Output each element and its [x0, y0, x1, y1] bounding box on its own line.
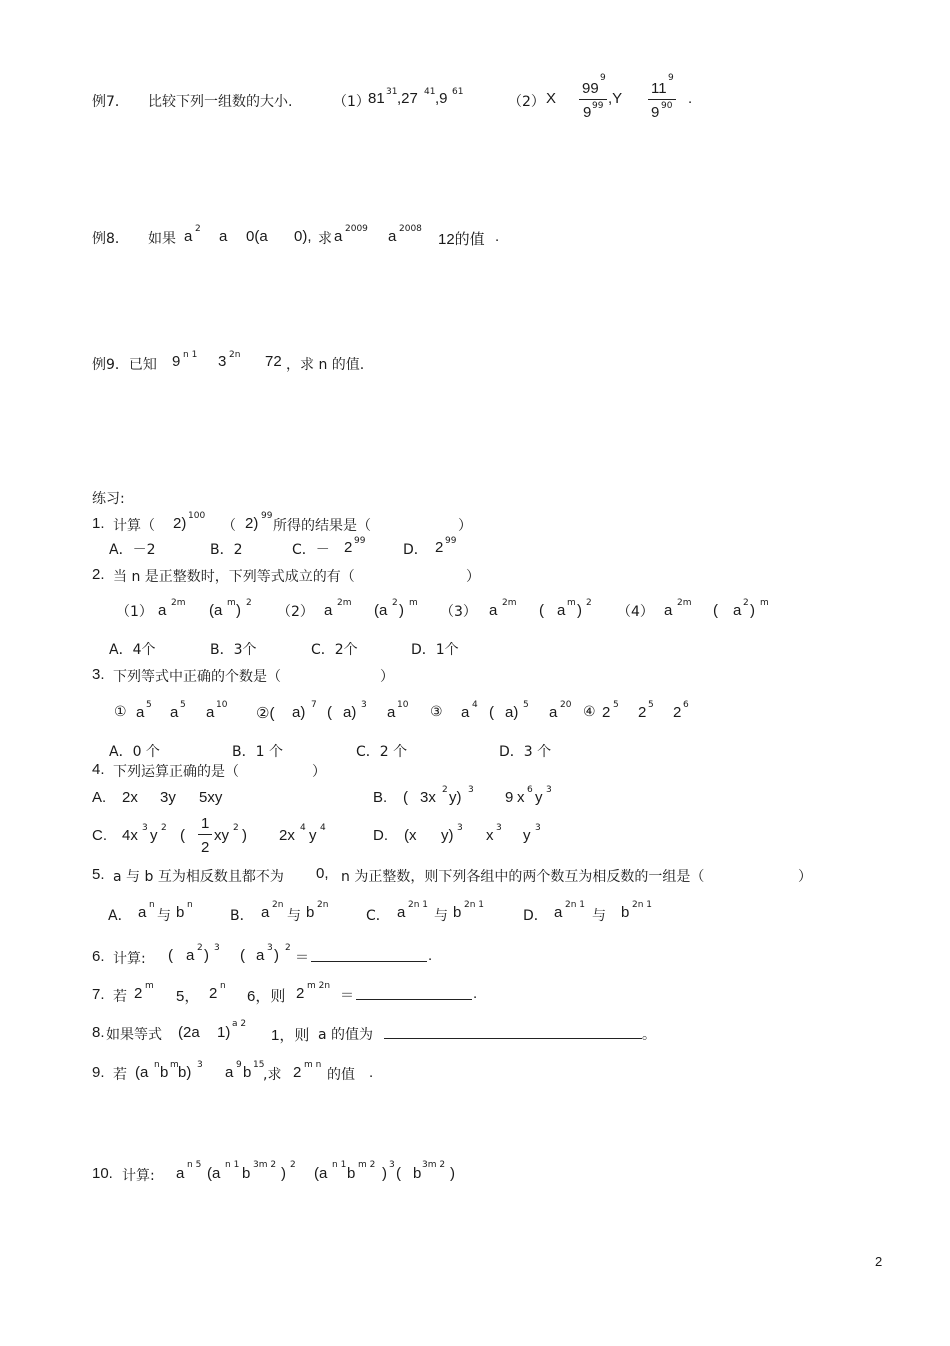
q5-text-2: n 为正整数，则下列各组中的两个数互为相反数的一组是（	[341, 869, 705, 885]
q3-c2-b-exp: 3	[361, 700, 367, 710]
q9-e4: m n	[304, 1060, 322, 1070]
example-8-text: 如果	[148, 231, 176, 247]
q4-b-6: y	[535, 789, 543, 806]
q7-text: 若	[113, 989, 127, 1005]
q4-number: 4.	[92, 761, 105, 778]
q3-option-a: A．0 个	[109, 744, 160, 760]
q4-b-5: x	[517, 789, 525, 806]
q4-a-3: 5xy	[199, 789, 223, 806]
q4-d-1: (x	[404, 827, 417, 844]
example-8-tail: 12的值	[438, 231, 485, 248]
q3-c2-bb: a)	[343, 704, 357, 721]
q9-e3: 3	[197, 1060, 203, 1070]
q8-answer-blank	[384, 1038, 642, 1039]
q3-c1-b: a	[170, 704, 179, 721]
q2-option-c: C．2个	[311, 642, 358, 658]
frac-x-den: 9	[583, 104, 592, 121]
q4-c-4-exp: 2	[233, 823, 239, 833]
example-7-label: 例7．	[92, 94, 129, 110]
page-number: 2	[875, 1254, 883, 1269]
q7-number: 7.	[92, 986, 105, 1003]
q9-expr: (a	[135, 1064, 149, 1081]
q8-expr-2: 1)	[217, 1024, 231, 1041]
q2-item-4-rpow: m	[760, 598, 769, 608]
q4-c-frac-num: 1	[201, 815, 210, 832]
q7-e1: m	[145, 981, 154, 991]
q3-c2-a: a)	[292, 704, 306, 721]
q1-option-d-base: 2	[435, 539, 444, 556]
q8-end: 。	[642, 1027, 656, 1043]
example-9-label: 例9．已知	[92, 357, 157, 373]
q3-c3-a: a	[461, 704, 470, 721]
q8-value: 1，则	[271, 1027, 310, 1044]
q5-c-b: b	[453, 904, 462, 921]
q5-a-a-exp: n	[149, 900, 155, 910]
q7-b3: 2	[296, 985, 305, 1002]
q5-close: ）	[798, 869, 812, 885]
q10-text: 计算:	[122, 1168, 155, 1184]
q3-choice-1-mark: ①	[114, 704, 127, 720]
q2-item-3-label: （3）	[440, 604, 477, 620]
q4-d-4-exp: 3	[535, 823, 541, 833]
q4-c-7-exp: 4	[320, 823, 326, 833]
q4-c-1-exp: 3	[142, 823, 148, 833]
part-1-label: （1）	[333, 94, 370, 110]
q2-item-3-a: a	[489, 602, 498, 619]
q3-c4-b: 2	[638, 704, 647, 721]
q4-c-4: xy	[214, 827, 229, 844]
part-2-label: （2）	[508, 94, 545, 110]
q4-text: 下列运算正确的是（	[113, 764, 239, 780]
q2-item-3-exp: 2m	[502, 598, 517, 608]
q10-p1: (a	[207, 1165, 221, 1182]
q4-c-7: y	[309, 827, 317, 844]
q4-c-frac-bar	[198, 834, 212, 835]
q1-option-c-base: 2	[344, 539, 353, 556]
q10-number: 10.	[92, 1165, 113, 1182]
q6-c1-exp: 3	[214, 943, 220, 953]
q7-b2: 2	[209, 985, 218, 1002]
q10-p1-b: b	[242, 1165, 251, 1182]
q5-zero: 0,	[316, 865, 329, 882]
q6-number: 6.	[92, 948, 105, 965]
q1-exp-99: 99	[261, 511, 273, 521]
q10-a: a	[176, 1165, 185, 1182]
q4-d-3-exp: 3	[496, 823, 502, 833]
q6-a2: a	[256, 947, 265, 964]
example-7-end: .	[688, 90, 693, 107]
q10-p3: (	[396, 1165, 401, 1182]
q2-number: 2.	[92, 566, 105, 583]
q1-option-c: C．－	[292, 542, 330, 558]
q4-d-2-exp: 3	[457, 823, 463, 833]
q4-c-frac-den: 2	[201, 839, 210, 856]
q8-text: 如果等式	[106, 1027, 162, 1043]
q10-p3-b-exp: 3m 2	[422, 1160, 446, 1170]
q9-rhs: a	[225, 1064, 234, 1081]
q9-b2: b)	[178, 1064, 192, 1081]
q4-b-6-exp: 3	[546, 785, 552, 795]
q5-option-c-label: C．	[366, 908, 390, 924]
condition-2: 0),	[294, 228, 312, 245]
example-9-tail: ，求 n 的值.	[286, 357, 365, 373]
q2-text: 当 n 是正整数时，下列等式成立的有（	[113, 569, 355, 585]
base-81: 81	[368, 90, 385, 107]
q4-c-5: )	[242, 827, 247, 844]
q7-equals: ＝	[340, 988, 354, 1004]
q2-item-4-a: a	[664, 602, 673, 619]
exp-61: 61	[452, 87, 464, 97]
q1-close: ）	[458, 518, 472, 534]
q8-text-2: a 的值为	[318, 1027, 374, 1043]
q5-d-and: 与	[592, 908, 606, 924]
q10-p1-exp: n 1	[225, 1160, 240, 1170]
frac-y-bar	[648, 99, 676, 100]
q10-p2-b: b	[347, 1165, 356, 1182]
q6-answer-blank	[311, 961, 427, 962]
q3-c1-c-exp: 10	[216, 700, 228, 710]
q2-item-3-rclose: )	[577, 602, 582, 619]
ask-text: 求	[318, 231, 332, 247]
frac-x-num-exp: 9	[600, 73, 606, 83]
q3-number: 3.	[92, 666, 105, 683]
q5-a-b: b	[176, 904, 185, 921]
q5-c-b-exp: 2n 1	[464, 900, 485, 910]
q9-text: 若	[113, 1067, 127, 1083]
q2-item-3-rexp: m	[567, 598, 576, 608]
exp-31: 31	[386, 87, 398, 97]
q2-item-4-ra: a	[733, 602, 742, 619]
q3-c3-b: (	[489, 704, 494, 721]
frac-x-den-exp: 99	[592, 101, 604, 111]
q10-p2-close: )	[382, 1165, 387, 1182]
frac-x-bar	[579, 99, 607, 100]
base-9: ,9	[435, 90, 448, 107]
q10-p2-b-exp: m 2	[358, 1160, 376, 1170]
q9-tail-2: 的值	[327, 1067, 355, 1083]
q5-option-a-label: A．	[108, 908, 132, 924]
a-term: a	[219, 228, 228, 245]
q5-d-b-exp: 2n 1	[632, 900, 653, 910]
q5-option-d-label: D．	[523, 908, 548, 924]
example-8-label: 例8．	[92, 231, 129, 247]
q3-c4-c: 2	[673, 704, 682, 721]
frac-y-den-exp: 90	[661, 101, 673, 111]
q9-b: b	[160, 1064, 169, 1081]
q2-item-2-rpow: m	[409, 598, 418, 608]
exp-n-1: n 1	[183, 350, 198, 360]
q6-text: 计算:	[113, 951, 146, 967]
q4-b-2: 3x	[420, 789, 436, 806]
a-2008: a	[388, 228, 397, 245]
q1-option-a: A．－2	[109, 542, 156, 558]
q9-b3: 2	[293, 1064, 302, 1081]
q9-rhs-b-exp: 15	[253, 1060, 265, 1070]
q10-p3-close: )	[450, 1165, 455, 1182]
q1-text-1: 计算（	[113, 518, 155, 534]
q1-exp-100: 100	[188, 511, 206, 521]
q4-option-c-label: C.	[92, 827, 107, 844]
q5-c-a-exp: 2n 1	[408, 900, 429, 910]
q3-c4-b-exp: 5	[648, 700, 654, 710]
q1-base-2: 2)	[245, 515, 259, 532]
exp-41: 41	[424, 87, 436, 97]
q1-number: 1.	[92, 515, 105, 532]
q2-item-2-rexp: 2	[392, 598, 398, 608]
var-y: ,Y	[608, 90, 623, 107]
q2-item-1-rpow: 2	[246, 598, 252, 608]
q10-p2: (a	[314, 1165, 328, 1182]
q2-item-1-exp: 2m	[171, 598, 186, 608]
q2-item-4-exp: 2m	[677, 598, 692, 608]
q2-item-2-r: (a	[374, 602, 388, 619]
q2-option-b: B．3个	[210, 642, 257, 658]
q5-text: a 与 b 互为相反数且都不为	[113, 869, 284, 885]
frac-y-num-exp: 9	[668, 73, 674, 83]
q6-end: .	[428, 947, 433, 964]
q2-item-2-a: a	[324, 602, 333, 619]
q5-b-b-exp: 2n	[317, 900, 329, 910]
value-72: 72	[265, 353, 282, 370]
q3-c3-b-exp: 5	[523, 700, 529, 710]
q4-close: ）	[312, 764, 326, 780]
exp-2009: 2009	[345, 224, 368, 234]
q4-c-6-exp: 4	[300, 823, 306, 833]
q3-option-b: B．1 个	[232, 744, 283, 760]
q5-d-a-exp: 2n 1	[565, 900, 586, 910]
q2-option-a: A．4个	[109, 642, 156, 658]
q6-p1: (	[168, 947, 173, 964]
q1-option-d-exp: 99	[445, 536, 457, 546]
q6-a1-exp: 2	[197, 943, 203, 953]
q4-option-b-label: B.	[373, 789, 388, 806]
exp-2008: 2008	[399, 224, 422, 234]
q3-option-d: D．3 个	[499, 744, 552, 760]
q4-option-a-label: A.	[92, 789, 107, 806]
q2-item-3-r: (	[539, 602, 544, 619]
condition-1: 0(a	[246, 228, 268, 245]
q4-c-2: y	[150, 827, 158, 844]
q2-item-4-rexp: 2	[743, 598, 749, 608]
q2-item-4-r: (	[713, 602, 718, 619]
q7-end: .	[473, 985, 478, 1002]
practice-title: 练习:	[92, 491, 125, 507]
q5-d-a: a	[554, 904, 563, 921]
q5-b-b: b	[306, 904, 315, 921]
exp-2n: 2n	[229, 350, 241, 360]
q6-c2-exp: 2	[285, 943, 291, 953]
q2-item-1-rclose: )	[236, 602, 241, 619]
q4-c-2-exp: 2	[161, 823, 167, 833]
q4-c-6: 2x	[279, 827, 295, 844]
q3-c4-a-exp: 5	[613, 700, 619, 710]
q2-close: ）	[466, 569, 480, 585]
q4-option-d-label: D.	[373, 827, 388, 844]
q3-close: ）	[380, 669, 394, 685]
q5-a-b-exp: n	[187, 900, 193, 910]
q3-c3-c: a	[549, 704, 558, 721]
q3-c3-bb: a)	[505, 704, 519, 721]
q3-c2-c: a	[387, 704, 396, 721]
q1-text-2: （	[222, 518, 236, 534]
q4-b-3: y)	[449, 789, 462, 806]
q3-c2-a-exp: 7	[311, 700, 317, 710]
q2-option-d: D．1个	[411, 642, 459, 658]
q10-p1-close-exp: 2	[290, 1160, 296, 1170]
q7-v2: 6，则	[247, 988, 286, 1005]
q3-c1-c: a	[206, 704, 215, 721]
q2-item-3-ra: a	[557, 602, 566, 619]
q1-base-1: 2)	[173, 515, 187, 532]
q8-expr: (2a	[178, 1024, 200, 1041]
q3-text: 下列等式中正确的个数是（	[113, 669, 281, 685]
q10-p3-b: b	[413, 1165, 422, 1182]
q9-number: 9.	[92, 1064, 105, 1081]
frac-y-den: 9	[651, 104, 660, 121]
q6-p2: (	[240, 947, 245, 964]
q4-c-1: 4x	[122, 827, 138, 844]
a-squared: a	[184, 228, 193, 245]
q4-b-5-exp: 6	[527, 785, 533, 795]
q7-v1: 5，	[176, 988, 200, 1005]
q4-c-3: (	[180, 827, 185, 844]
q3-option-c: C．2 个	[356, 744, 408, 760]
q10-p1-b-exp: 3m 2	[253, 1160, 277, 1170]
q8-exp: a 2	[232, 1019, 247, 1029]
q2-item-1-a: a	[158, 602, 167, 619]
q1-option-d: D．	[403, 542, 428, 558]
q4-b-1: (	[403, 789, 408, 806]
q2-item-1-rexp: m	[227, 598, 236, 608]
q10-p1-close: )	[281, 1165, 286, 1182]
q1-option-c-exp: 99	[354, 536, 366, 546]
q4-d-2: y)	[441, 827, 454, 844]
q4-d-3: x	[486, 827, 494, 844]
q3-c2-b: (	[327, 704, 332, 721]
q4-a-1: 2x	[122, 789, 138, 806]
q7-answer-blank	[356, 999, 472, 1000]
q3-c4-c-exp: 6	[683, 700, 689, 710]
base-9: 9	[172, 353, 181, 370]
q9-e1: n	[154, 1060, 160, 1070]
var-x: X	[546, 90, 557, 107]
q4-b-3-exp: 3	[468, 785, 474, 795]
q6-a2-exp: 3	[267, 943, 273, 953]
q5-a-and: 与	[157, 908, 171, 924]
q2-item-2-rclose: )	[399, 602, 404, 619]
q5-c-a: a	[397, 904, 406, 921]
q9-tail: ,求	[263, 1067, 282, 1083]
q2-item-4-label: （4）	[617, 604, 654, 620]
q7-b1: 2	[134, 985, 143, 1002]
q4-d-4: y	[523, 827, 531, 844]
q3-choice-4-mark: ④	[583, 704, 596, 720]
q1-option-b: B．2	[210, 542, 243, 558]
q3-c1-a: a	[136, 704, 145, 721]
frac-y-num: 11	[651, 80, 667, 97]
q3-c3-a-exp: 4	[472, 700, 478, 710]
q5-a-a: a	[138, 904, 147, 921]
q6-c1: )	[204, 947, 209, 964]
q5-b-and: 与	[287, 908, 301, 924]
q9-rhs-exp: 9	[236, 1060, 242, 1070]
q9-end: .	[369, 1064, 374, 1081]
q3-c3-c-exp: 20	[560, 700, 572, 710]
q4-b-4: 9	[505, 789, 514, 806]
q3-c1-b-exp: 5	[180, 700, 186, 710]
q2-item-3-rpow: 2	[586, 598, 592, 608]
q3-c1-a-exp: 5	[146, 700, 152, 710]
q5-option-b-label: B．	[230, 908, 254, 924]
base-3: 3	[218, 353, 227, 370]
q10-a-exp: n 5	[187, 1160, 202, 1170]
q7-e3: m 2n	[307, 981, 331, 991]
q9-rhs-b: b	[243, 1064, 252, 1081]
q6-equals: ＝	[295, 950, 309, 966]
q10-p2-close-exp: 3	[389, 1160, 395, 1170]
a-2009: a	[334, 228, 343, 245]
q2-item-2-label: （2）	[277, 604, 314, 620]
q3-c2-c-exp: 10	[397, 700, 409, 710]
q5-c-and: 与	[434, 908, 448, 924]
q6-a1: a	[186, 947, 195, 964]
q5-b-a: a	[261, 904, 270, 921]
q1-text-3: 所得的结果是（	[273, 518, 371, 534]
q2-item-1-label: （1）	[116, 604, 153, 620]
q5-d-b: b	[621, 904, 630, 921]
q7-e2: n	[220, 981, 226, 991]
q6-c2: )	[274, 947, 279, 964]
q2-item-4-rclose: )	[750, 602, 755, 619]
q3-c4-a: 2	[602, 704, 611, 721]
q8-number: 8.	[92, 1024, 105, 1041]
q9-e2: m	[170, 1060, 179, 1070]
q3-choice-2-mark: ②(	[256, 705, 275, 722]
example-7-text: 比较下列一组数的大小.	[148, 94, 293, 110]
q3-choice-3-mark: ③	[430, 704, 443, 720]
example-8-end: .	[495, 228, 500, 245]
frac-x-num: 99	[582, 80, 599, 97]
q5-number: 5.	[92, 866, 105, 883]
q2-item-2-exp: 2m	[337, 598, 352, 608]
q10-p2-exp: n 1	[332, 1160, 347, 1170]
q2-item-1-r: (a	[209, 602, 223, 619]
exp-2: 2	[195, 224, 201, 234]
q4-b-2-exp: 2	[442, 785, 448, 795]
base-27: ,27	[397, 90, 418, 107]
q4-a-2: 3y	[160, 789, 176, 806]
q5-b-a-exp: 2n	[272, 900, 284, 910]
